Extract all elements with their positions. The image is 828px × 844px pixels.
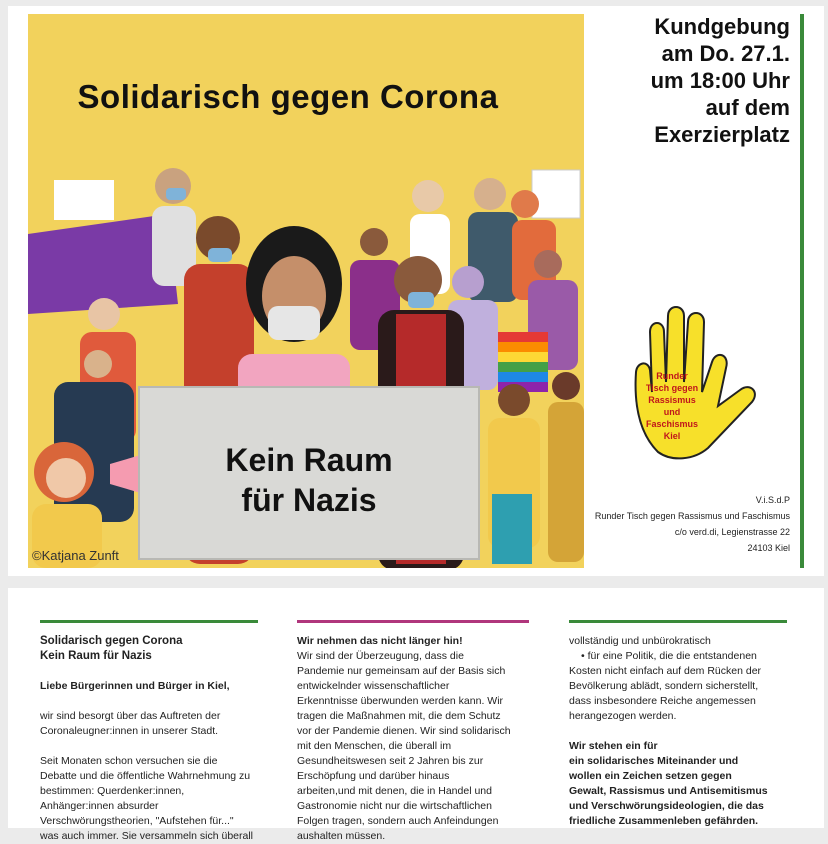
flyer-text: herangezogen werden. [569,710,677,722]
flyer-text: Erschöpfung und darüber hinaus [297,770,450,782]
flyer-heading: Wir nehmen das nicht länger hin! [297,635,463,647]
imprint [580,492,790,556]
flyer-text: Bevölkerung ablädt, sondern sicherstellt, [569,680,759,692]
flyer-text: aushalten müssen. [297,830,386,842]
flyer-column-3 [569,634,789,829]
flyer-bold-text: Wir stehen ein für [569,740,658,752]
logo-text [644,370,700,442]
logo-line-4: und [663,407,681,417]
flyer-bold-text: friedliche Zusammenleben gefährden. [569,815,759,827]
protest-sign [138,386,480,560]
event-line-5: Exerzierplatz [654,122,790,147]
green-divider [800,14,804,568]
column-rule-2 [297,620,529,623]
flyer-text: Verschwörungstheorien, "Aufstehen für..." [40,815,234,827]
flyer-text: Gesundheitswesen seit 2 Jahren bis zur [297,755,484,767]
poster-title: Solidarisch gegen Corona [77,78,499,115]
event-announcement [600,13,790,148]
flyer-text: Folgen tragen, sondern auch Anfeindungen [297,815,499,827]
flyer-text: wir sind besorgt über das Auftreten der [40,710,221,722]
flyer-text: Debatte und die öffentliche Wahrnehmung zu [40,770,251,782]
imprint-line-4: 24103 Kiel [747,543,790,553]
sign-line-1: Kein Raum [225,442,393,478]
stop-hand-logo [628,302,758,462]
event-line-2: am Do. 27.1. [661,41,790,66]
flyer-text: arbeiten,und mit denen, die in Handel und [297,785,492,797]
flyer-text: Erkenntnisse überwunden werden kann. Wir [297,695,504,707]
imprint-line-3: c/o verd.di, Legienstrasse 22 [674,527,790,537]
flyer-text: Pandemie nur gemeinsam auf der Basis sich [297,665,506,677]
flyer-text: bestimmen: Querdenker:innen, [40,785,185,797]
flyer-column-1 [40,634,260,844]
event-line-4: auf dem [705,95,790,120]
flyer-text: vor der Pandemie dienen. Wir sind solidarisch [297,725,511,737]
logo-line-6: Kiel [663,431,681,441]
flyer-bold-text: und Verschwörungsideologien, die das [569,800,764,812]
poster-artwork [28,14,584,568]
logo-line-2: Tisch gegen [645,383,699,393]
flyer-column-2 [297,634,517,844]
flyer-heading-1: Solidarisch gegen Corona [40,635,183,647]
flyer-text: dass insbesondere Reiche angemessen [569,695,756,707]
flyer-text: tragen die Maßnahmen mit, die dem Schutz [297,710,501,722]
flyer-text: Wir sind der Überzeugung, dass die [297,650,464,662]
imprint-line-2: Runder Tisch gegen Rassismus und Faschismus [594,511,790,521]
column-rule-3 [569,620,787,623]
flyer-text: Coronaleugner:innen in unserer Stadt. [40,725,219,737]
logo-line-5: Faschismus [645,419,699,429]
logo-line-3: Rassismus [648,395,696,405]
flyer-bullet: • für eine Politik, die die entstandenen [581,650,757,662]
flyer-text: Seit Monaten schon versuchen sie die [40,755,218,767]
flyer-greeting: Liebe Bürgerinnen und Bürger in Kiel, [40,680,230,692]
imprint-line-1: V.i.S.d.P [755,495,790,505]
flyer-text: mit den Menschen, die überall im [297,740,452,752]
artist-credit: ©Katjana Zunft [32,548,119,563]
flyer-text: was auch immer. Sie versammeln sich überall [40,830,253,842]
flyer-bold-text: Gewalt, Rassismus und Antisemitismus [569,785,768,797]
event-line-3: um 18:00 Uhr [650,68,790,93]
flyer-heading-2: Kein Raum für Nazis [40,650,152,662]
sign-text [140,440,478,520]
flyer-bold-text: wollen ein Zeichen setzen gegen [569,770,732,782]
flyer-text: entwickelnder wissenschaftlicher [297,680,450,692]
flyer-text: Gastronomie nicht nur die wirtschaftlichen [297,800,492,812]
flyer-text: Kosten nicht einfach auf dem Rücken der [569,665,762,677]
flyer-bold-text: ein solidarisches Miteinander und [569,755,739,767]
column-rule-1 [40,620,258,623]
logo-line-1: Runder [656,371,688,381]
flyer-text: vollständig und unbürokratisch [569,635,711,647]
sign-line-2: für Nazis [241,482,377,518]
event-line-1: Kundgebung [654,14,790,39]
flyer-text: Anhänger:innen absurder [40,800,159,812]
